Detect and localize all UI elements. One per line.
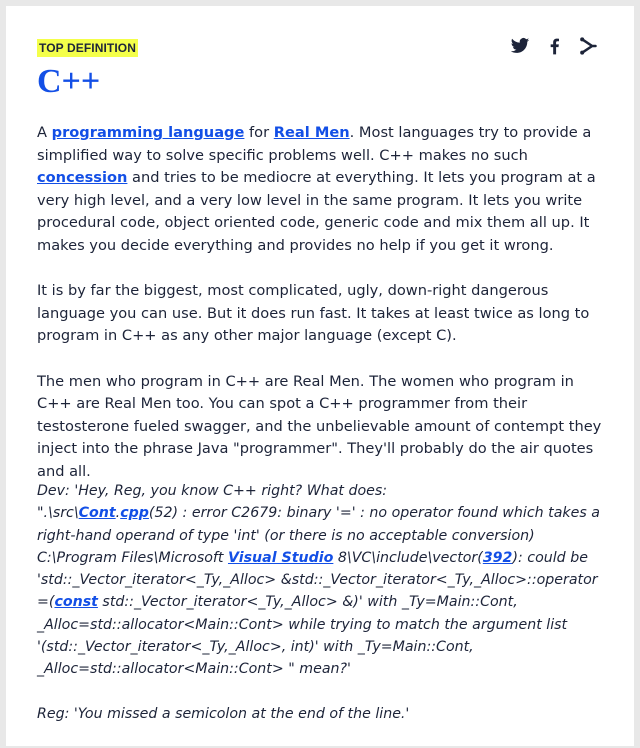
facebook-icon[interactable] — [544, 36, 564, 56]
term-link[interactable]: concession — [37, 169, 128, 187]
top-definition-badge: TOP DEFINITION — [39, 41, 136, 55]
term-link[interactable]: programming language — [51, 124, 245, 141]
term-link[interactable]: cpp — [120, 505, 149, 522]
example-paragraph: Dev: 'Hey, Reg, you know C++ right? What does: ".\src\Cont.cpp(52) : error C2679: binary '=' : no operator found which takes a right-hand operand of type 'int' (or there is no acceptable conversion) C:\Program Files\Microsoft Visual Studio 8\VC\include\vector(392): could be 'std::_Vector_iterator<_Ty,_Alloc> &std::_Vector_iterator<_Ty,_Alloc>::operator =(const std::_Vector_iterator<_Ty,_Alloc> &)' with _Ty=Main::Cont, _Alloc=std::allocator<Main::Cont> while trying to match the argument list '(std::_Vector_iterator<_Ty,_Alloc>, int)' with _Ty=Main::Cont, _Alloc=std::allocator<Main::Cont> " mean?' — [37, 483, 600, 678]
meaning-paragraph: A programming language for Real Men. Most languages try to provide a simplified way to solve specific problems well. C++ makes no such concession and tries to be mediocre at everything. It lets you program at a very high level, and a very low level in the same program. It lets you write procedural code, object oriented code, generic code and mix them all up. It makes you decide everything and provides no help if you get it wrong. — [37, 124, 596, 254]
term-link[interactable]: const — [54, 594, 98, 611]
term-link[interactable]: Real Men — [273, 124, 350, 141]
meaning-paragraph: The men who program in C++ are Real Men. The women who program in C++ are Real Men too. You can spot a C++ programmer from their testosterone fueled swagger, and the unbelievable amount of contempt they inject into the phrase Java "programmer". They'll probably do the air quotes and all. — [37, 372, 602, 480]
definition-meaning — [37, 122, 603, 506]
term-link[interactable]: Cont — [78, 505, 116, 522]
word-title[interactable]: C++ — [37, 63, 101, 100]
definition-card — [6, 6, 634, 746]
meaning-paragraph: It is by far the biggest, most complicated, ugly, down-right dangerous language you can use. But it does run fast. It takes at least twice as long to program in C++ as any other major language (except C). — [37, 282, 590, 345]
twitter-icon[interactable] — [510, 36, 530, 56]
term-link[interactable]: 392 — [482, 549, 513, 566]
term-link[interactable]: Visual Studio — [227, 549, 334, 566]
definition-example — [37, 480, 603, 748]
share-buttons — [510, 36, 598, 56]
share-icon[interactable] — [578, 36, 598, 56]
example-paragraph: Reg: 'You missed a semicolon at the end of the line.' — [37, 705, 410, 722]
